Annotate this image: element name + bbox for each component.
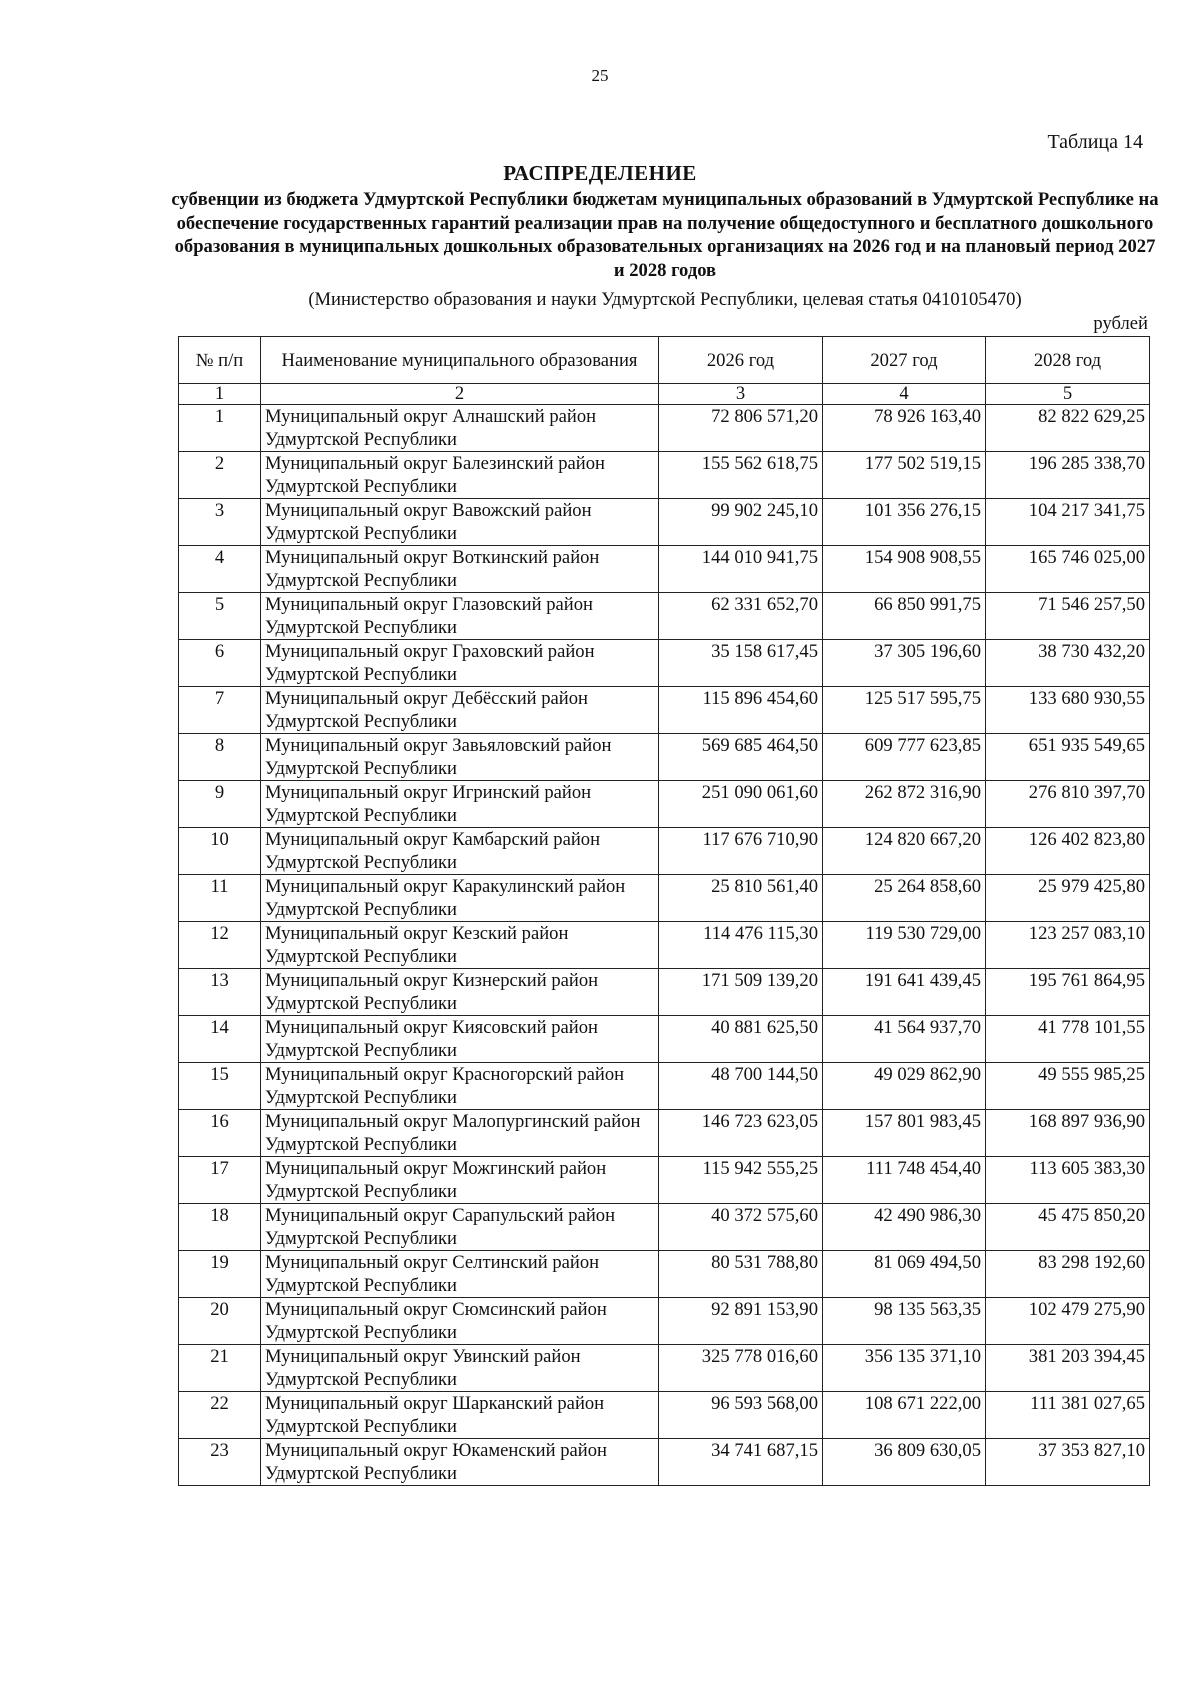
amount-2028: 49 555 985,25 [986, 1063, 1150, 1110]
table-row [179, 828, 1150, 875]
amount-2028: 102 479 275,90 [986, 1298, 1150, 1345]
table-row [179, 1016, 1150, 1063]
amount-2028: 82 822 629,25 [986, 405, 1150, 452]
amount-2026: 72 806 571,20 [659, 405, 823, 452]
amount-2027: 41 564 937,70 [823, 1016, 986, 1063]
column-index: 1 [179, 384, 261, 405]
amount-2027: 124 820 667,20 [823, 828, 986, 875]
municipality-name: Муниципальный округ Граховский район Удмуртской Республики [261, 640, 659, 687]
row-number: 22 [179, 1392, 261, 1439]
header-number: № п/п [179, 337, 261, 384]
row-number: 23 [179, 1439, 261, 1486]
amount-2027: 98 135 563,35 [823, 1298, 986, 1345]
municipality-name: Муниципальный округ Балезинский район Удмуртской Республики [261, 452, 659, 499]
column-index: 3 [659, 384, 823, 405]
amount-2026: 115 896 454,60 [659, 687, 823, 734]
table-row [179, 781, 1150, 828]
amount-2027: 25 264 858,60 [823, 875, 986, 922]
row-number: 7 [179, 687, 261, 734]
table-row [179, 499, 1150, 546]
municipality-name: Муниципальный округ Сюмсинский район Удмуртской Республики [261, 1298, 659, 1345]
municipality-name: Муниципальный округ Кизнерский район Удмуртской Республики [261, 969, 659, 1016]
amount-2028: 45 475 850,20 [986, 1204, 1150, 1251]
row-number: 20 [179, 1298, 261, 1345]
document-subtitle: субвенции из бюджета Удмуртской Республики бюджетам муниципальных образований в Удмуртской Республике на обеспечение государственных гарантий реализации прав на получение общедоступного и бесплатного дошкольного образования в муниципальных дошкольных образовательных организациях на 2026 год и на плановый период 2027 и 2028 годов [171, 189, 1159, 281]
amount-2026: 146 723 623,05 [659, 1110, 823, 1157]
amount-2027: 37 305 196,60 [823, 640, 986, 687]
amount-2027: 101 356 276,15 [823, 499, 986, 546]
row-number: 8 [179, 734, 261, 781]
amount-2026: 251 090 061,60 [659, 781, 823, 828]
amount-2026: 35 158 617,45 [659, 640, 823, 687]
table-row [179, 1345, 1150, 1392]
row-number: 16 [179, 1110, 261, 1157]
amount-2027: 81 069 494,50 [823, 1251, 986, 1298]
amount-2028: 83 298 192,60 [986, 1251, 1150, 1298]
amount-2028: 276 810 397,70 [986, 781, 1150, 828]
amount-2026: 325 778 016,60 [659, 1345, 823, 1392]
table-row [179, 875, 1150, 922]
document-title: РАСПРЕДЕЛЕНИЕ [503, 161, 697, 185]
row-number: 15 [179, 1063, 261, 1110]
distribution-table [178, 336, 1150, 1486]
municipality-name: Муниципальный округ Малопургинский район Удмуртской Республики [261, 1110, 659, 1157]
amount-2028: 123 257 083,10 [986, 922, 1150, 969]
amount-2027: 356 135 371,10 [823, 1345, 986, 1392]
row-number: 9 [179, 781, 261, 828]
amount-2026: 144 010 941,75 [659, 546, 823, 593]
row-number: 19 [179, 1251, 261, 1298]
row-number: 12 [179, 922, 261, 969]
column-index: 5 [986, 384, 1150, 405]
amount-2028: 195 761 864,95 [986, 969, 1150, 1016]
municipality-name: Муниципальный округ Камбарский район Удмуртской Республики [261, 828, 659, 875]
amount-2026: 80 531 788,80 [659, 1251, 823, 1298]
amount-2026: 92 891 153,90 [659, 1298, 823, 1345]
row-number: 17 [179, 1157, 261, 1204]
amount-2027: 36 809 630,05 [823, 1439, 986, 1486]
row-number: 21 [179, 1345, 261, 1392]
row-number: 4 [179, 546, 261, 593]
amount-2027: 42 490 986,30 [823, 1204, 986, 1251]
amount-2027: 108 671 222,00 [823, 1392, 986, 1439]
units-label: рублей [1093, 313, 1148, 334]
amount-2026: 40 372 575,60 [659, 1204, 823, 1251]
amount-2026: 99 902 245,10 [659, 499, 823, 546]
municipality-name: Муниципальный округ Шарканский район Удмуртской Республики [261, 1392, 659, 1439]
municipality-name: Муниципальный округ Можгинский район Удмуртской Республики [261, 1157, 659, 1204]
row-number: 2 [179, 452, 261, 499]
municipality-name: Муниципальный округ Глазовский район Удмуртской Республики [261, 593, 659, 640]
column-index: 4 [823, 384, 986, 405]
amount-2028: 165 746 025,00 [986, 546, 1150, 593]
table-row [179, 593, 1150, 640]
amount-2026: 96 593 568,00 [659, 1392, 823, 1439]
row-number: 14 [179, 1016, 261, 1063]
table-row [179, 1392, 1150, 1439]
municipality-name: Муниципальный округ Каракулинский район Удмуртской Республики [261, 875, 659, 922]
table-row [179, 687, 1150, 734]
table-row [179, 1157, 1150, 1204]
header-2028: 2028 год [986, 337, 1150, 384]
amount-2027: 125 517 595,75 [823, 687, 986, 734]
amount-2026: 569 685 464,50 [659, 734, 823, 781]
table-row [179, 1110, 1150, 1157]
amount-2026: 62 331 652,70 [659, 593, 823, 640]
amount-2026: 171 509 139,20 [659, 969, 823, 1016]
amount-2028: 133 680 930,55 [986, 687, 1150, 734]
amount-2027: 66 850 991,75 [823, 593, 986, 640]
amount-2026: 48 700 144,50 [659, 1063, 823, 1110]
municipality-name: Муниципальный округ Селтинский район Удмуртской Республики [261, 1251, 659, 1298]
amount-2028: 126 402 823,80 [986, 828, 1150, 875]
amount-2028: 111 381 027,65 [986, 1392, 1150, 1439]
amount-2027: 191 641 439,45 [823, 969, 986, 1016]
column-index: 2 [261, 384, 659, 405]
ministry-note: (Министерство образования и науки Удмуртской Республики, целевая статья 0410105470) [308, 289, 1022, 310]
municipality-name: Муниципальный округ Юкаменский район Удмуртской Республики [261, 1439, 659, 1486]
amount-2026: 155 562 618,75 [659, 452, 823, 499]
amount-2026: 114 476 115,30 [659, 922, 823, 969]
amount-2028: 104 217 341,75 [986, 499, 1150, 546]
amount-2028: 651 935 549,65 [986, 734, 1150, 781]
amount-2028: 38 730 432,20 [986, 640, 1150, 687]
municipality-name: Муниципальный округ Завьяловский район Удмуртской Республики [261, 734, 659, 781]
header-row [179, 337, 1150, 384]
amount-2028: 71 546 257,50 [986, 593, 1150, 640]
page-number: 25 [591, 66, 609, 85]
amount-2026: 117 676 710,90 [659, 828, 823, 875]
row-number: 10 [179, 828, 261, 875]
municipality-name: Муниципальный округ Алнашский район Удмуртской Республики [261, 405, 659, 452]
amount-2028: 381 203 394,45 [986, 1345, 1150, 1392]
header-2026: 2026 год [659, 337, 823, 384]
table-row [179, 1063, 1150, 1110]
amount-2027: 262 872 316,90 [823, 781, 986, 828]
table-row [179, 1251, 1150, 1298]
table-row [179, 1204, 1150, 1251]
municipality-name: Муниципальный округ Игринский район Удмуртской Республики [261, 781, 659, 828]
amount-2027: 154 908 908,55 [823, 546, 986, 593]
column-index-row [179, 384, 1150, 405]
table-row [179, 452, 1150, 499]
amount-2027: 609 777 623,85 [823, 734, 986, 781]
row-number: 5 [179, 593, 261, 640]
table-label: Таблица 14 [1047, 131, 1143, 153]
header-name: Наименование муниципального образования [261, 337, 659, 384]
amount-2027: 49 029 862,90 [823, 1063, 986, 1110]
table-row [179, 546, 1150, 593]
table-row [179, 1298, 1150, 1345]
municipality-name: Муниципальный округ Дебёсский район Удмуртской Республики [261, 687, 659, 734]
amount-2027: 157 801 983,45 [823, 1110, 986, 1157]
municipality-name: Муниципальный округ Киясовский район Удмуртской Республики [261, 1016, 659, 1063]
table-row [179, 734, 1150, 781]
amount-2028: 25 979 425,80 [986, 875, 1150, 922]
amount-2027: 177 502 519,15 [823, 452, 986, 499]
amount-2028: 196 285 338,70 [986, 452, 1150, 499]
municipality-name: Муниципальный округ Воткинский район Удмуртской Республики [261, 546, 659, 593]
municipality-name: Муниципальный округ Кезский район Удмуртской Республики [261, 922, 659, 969]
table-row [179, 1439, 1150, 1486]
amount-2027: 78 926 163,40 [823, 405, 986, 452]
municipality-name: Муниципальный округ Вавожский район Удмуртской Республики [261, 499, 659, 546]
table-row [179, 922, 1150, 969]
amount-2026: 34 741 687,15 [659, 1439, 823, 1486]
table-row [179, 640, 1150, 687]
municipality-name: Муниципальный округ Красногорский район Удмуртской Республики [261, 1063, 659, 1110]
amount-2028: 168 897 936,90 [986, 1110, 1150, 1157]
table-body [179, 384, 1150, 1486]
municipality-name: Муниципальный округ Сарапульский район Удмуртской Республики [261, 1204, 659, 1251]
amount-2027: 119 530 729,00 [823, 922, 986, 969]
table-header [179, 337, 1150, 384]
municipality-name: Муниципальный округ Увинский район Удмуртской Республики [261, 1345, 659, 1392]
row-number: 13 [179, 969, 261, 1016]
amount-2028: 41 778 101,55 [986, 1016, 1150, 1063]
row-number: 3 [179, 499, 261, 546]
row-number: 18 [179, 1204, 261, 1251]
amount-2026: 25 810 561,40 [659, 875, 823, 922]
amount-2028: 37 353 827,10 [986, 1439, 1150, 1486]
table-row [179, 969, 1150, 1016]
amount-2028: 113 605 383,30 [986, 1157, 1150, 1204]
amount-2027: 111 748 454,40 [823, 1157, 986, 1204]
amount-2026: 40 881 625,50 [659, 1016, 823, 1063]
table-row [179, 405, 1150, 452]
header-2027: 2027 год [823, 337, 986, 384]
row-number: 11 [179, 875, 261, 922]
row-number: 6 [179, 640, 261, 687]
row-number: 1 [179, 405, 261, 452]
amount-2026: 115 942 555,25 [659, 1157, 823, 1204]
